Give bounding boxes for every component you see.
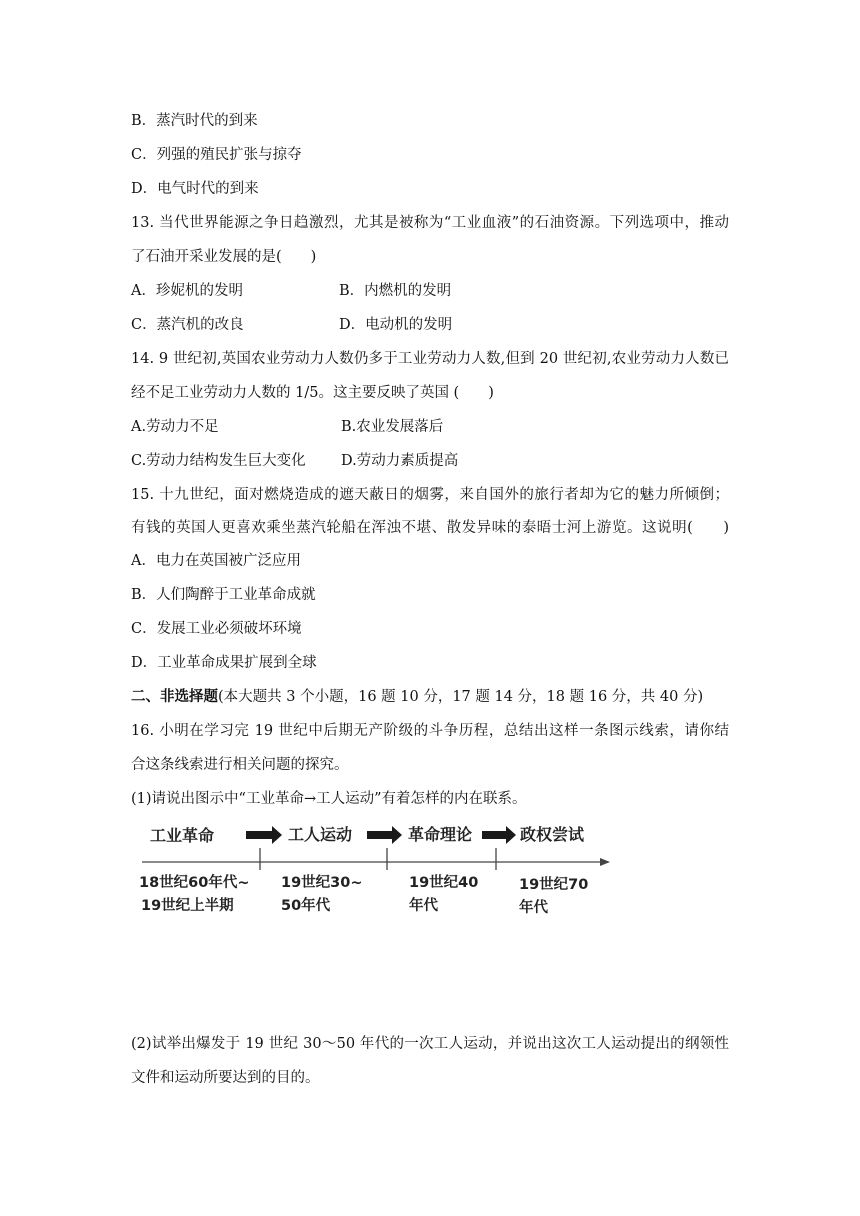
arrow-icon	[367, 826, 402, 844]
q16-subquestion-1: (1)请说出图示中“工业革命→工人运动”有着怎样的内在联系。	[131, 791, 527, 807]
q14-option-a: A.劳动力不足	[131, 419, 219, 435]
period-label-2-line1: 19世纪30~	[281, 875, 363, 891]
q14-options-row2	[131, 451, 458, 471]
q14-stem-line1: 14. 9 世纪初,英国农业劳动力人数仍多于工业劳动力人数,但到 20 世纪初,农业劳动力人数已	[131, 351, 729, 367]
q13-option-b: B．内燃机的发明	[339, 283, 452, 299]
stage-label-industrial-revolution: 工业革命	[150, 826, 215, 845]
q14-stem-line2: 经不足工业劳动力人数的 1/5。这主要反映了英国 ( )	[131, 385, 494, 401]
arrow-icon	[246, 826, 282, 844]
q13-options-row1	[131, 281, 451, 301]
period-label-1-line2: 19世纪上半期	[141, 898, 234, 914]
q12-option-d: D．电气时代的到来	[131, 181, 259, 197]
stage-label-revolutionary-theory: 革命理论	[408, 825, 473, 844]
q12-option-b: B．蒸汽时代的到来	[131, 113, 258, 129]
stage-label-regime-attempt: 政权尝试	[520, 825, 585, 844]
period-label-1-line1: 18世纪60年代~	[139, 875, 250, 891]
q13-stem-line1: 13. 当代世界能源之争日趋激烈，尤其是被称为“工业血液”的石油资源。下列选项中，推动	[131, 215, 729, 231]
q16-subquestion-2-line1: (2)试举出爆发于 19 世纪 30～50 年代的一次工人运动，并说出这次工人运动提出的纲领性	[131, 1036, 729, 1052]
q16-stem-line1: 16. 小明在学习完 19 世纪中后期无产阶级的斗争历程，总结出这样一条图示线索，请你结	[131, 723, 729, 739]
timeline-axis	[142, 858, 610, 866]
q16-stem-line2: 合这条线索进行相关问题的探究。	[131, 757, 349, 773]
q16-subquestion-2-line2: 文件和运动所要达到的目的。	[131, 1070, 320, 1086]
q15-option-a: A．电力在英国被广泛应用	[131, 553, 301, 569]
arrow-icon	[482, 826, 516, 844]
section2-note: (本大题共 3 个小题，16 题 10 分，17 题 14 分，18 题 16 分，共 40 分)	[218, 689, 704, 705]
q13-option-c: C．蒸汽机的改良	[131, 317, 244, 333]
q13-options-row2	[131, 315, 452, 335]
q15-option-c: C．发展工业必须破坏环境	[131, 621, 302, 637]
section2-heading-line	[131, 687, 703, 707]
timeline-diagram	[130, 818, 620, 918]
stage-label-workers-movement: 工人运动	[288, 825, 353, 844]
q13-option-d: D．电动机的发明	[339, 317, 453, 333]
q15-option-b: B．人们陶醉于工业革命成就	[131, 587, 316, 603]
period-label-4-line2: 年代	[519, 900, 548, 916]
q14-option-b: B.农业发展落后	[341, 419, 444, 435]
period-label-2-line2: 50年代	[281, 898, 331, 914]
q14-option-d: D.劳动力素质提高	[341, 453, 459, 469]
period-label-3-line1: 19世纪40	[409, 875, 479, 891]
period-label-4-line1: 19世纪70	[519, 877, 589, 893]
q15-stem-line2: 有钱的英国人更喜欢乘坐蒸汽轮船在浑浊不堪、散发异味的泰晤士河上游览。这说明( )	[131, 520, 729, 536]
q14-option-c: C.劳动力结构发生巨大变化	[131, 453, 306, 469]
q14-options-row1	[131, 417, 443, 437]
section2-heading: 二、非选择题	[131, 688, 218, 705]
q13-stem-line2: 了石油开采业发展的是( )	[131, 249, 317, 265]
period-label-3-line2: 年代	[409, 898, 438, 914]
q15-stem-line1: 15. 十九世纪，面对燃烧造成的遮天蔽日的烟雾，来自国外的旅行者却为它的魅力所倾倒；	[131, 487, 729, 503]
q12-option-c: C．列强的殖民扩张与掠夺	[131, 147, 302, 163]
q15-option-d: D．工业革命成果扩展到全球	[131, 655, 317, 671]
q13-option-a: A．珍妮机的发明	[131, 283, 243, 299]
